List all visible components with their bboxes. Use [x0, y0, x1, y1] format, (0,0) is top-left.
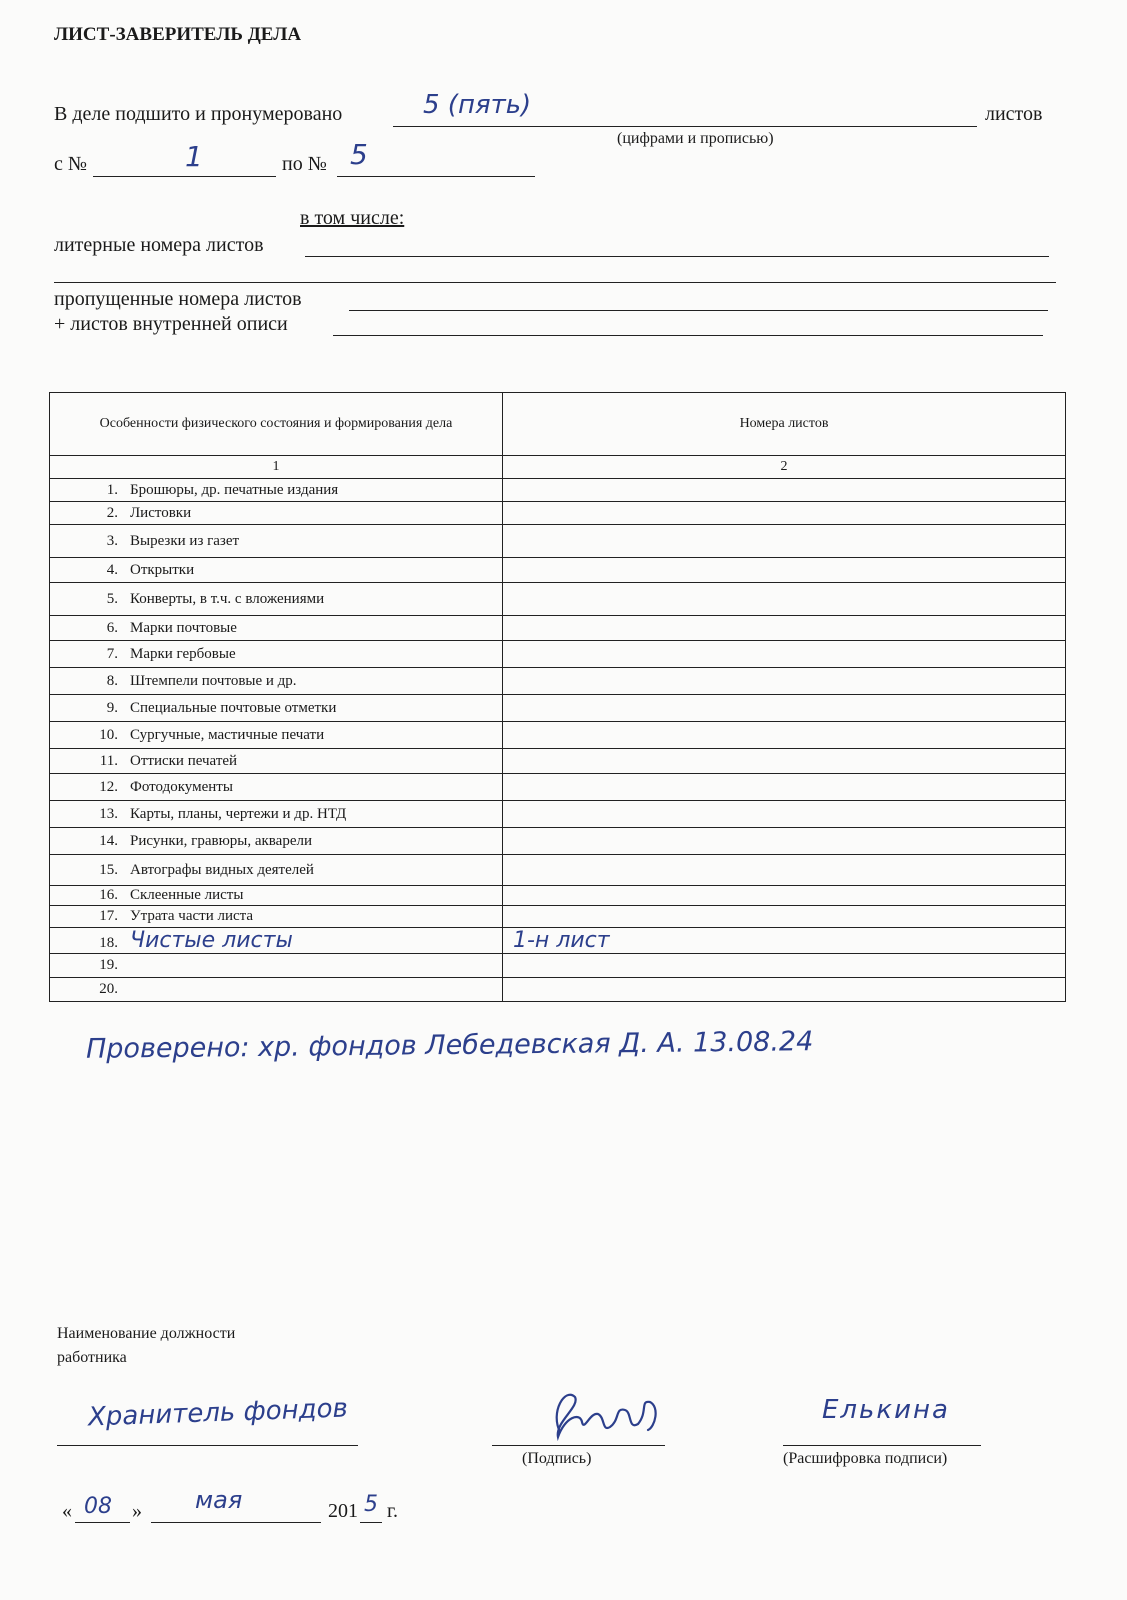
- to-number-label: по №: [282, 153, 327, 175]
- row-label: Оттиски печатей: [130, 752, 238, 769]
- row-label: Автографы видных деятелей: [130, 861, 314, 878]
- table-cell-sheet-numbers[interactable]: [503, 801, 1066, 828]
- table-cell-feature: [50, 801, 503, 828]
- row-label: Марки почтовые: [130, 619, 237, 636]
- table-row: [50, 525, 1066, 558]
- table-cell-feature: [50, 668, 503, 695]
- date-year-digit[interactable]: 5: [364, 1492, 378, 1517]
- row-label: Вырезки из газет: [130, 532, 240, 549]
- table-row: [50, 801, 1066, 828]
- row-label: Марки гербовые: [130, 645, 236, 662]
- date-year-suffix: г.: [387, 1500, 398, 1522]
- table-cell-feature: [50, 886, 503, 906]
- row-label: Листовки: [130, 504, 192, 521]
- table-cell-feature: [50, 616, 503, 641]
- row-number: 13.: [99, 805, 118, 822]
- table-cell-sheet-numbers[interactable]: [503, 583, 1066, 616]
- table-row: [50, 616, 1066, 641]
- table-cell-sheet-numbers[interactable]: [503, 886, 1066, 906]
- sheets-count-hint: (цифрами и прописью): [617, 130, 774, 147]
- from-number-line: [93, 176, 276, 177]
- inner-inventory-line: [333, 335, 1043, 336]
- table-row: [50, 928, 1066, 954]
- table-cell-feature: [50, 558, 503, 583]
- row-number: 14.: [99, 832, 118, 849]
- row-number: 10.: [99, 726, 118, 743]
- date-year-prefix: 201: [328, 1500, 358, 1522]
- table-cell-sheet-numbers[interactable]: [503, 954, 1066, 978]
- table-row: [50, 502, 1066, 525]
- table-cell-sheet-numbers[interactable]: [503, 668, 1066, 695]
- sheets-count-line: [393, 126, 977, 127]
- row-label: Фотодокументы: [130, 778, 233, 795]
- row-label: Утрата части листа: [130, 908, 254, 924]
- blank-line: [54, 282, 1056, 283]
- row-number: 15.: [99, 861, 118, 878]
- row-number: 17.: [99, 908, 118, 924]
- table-row: [50, 978, 1066, 1002]
- document-title: ЛИСТ-ЗАВЕРИТЕЛЬ ДЕЛА: [54, 24, 302, 45]
- table-row: [50, 886, 1066, 906]
- table-cell-feature: [50, 525, 503, 558]
- check-note: Проверено: хр. фондов Лебедевская Д. А. 13.08.24: [85, 1026, 814, 1065]
- table-cell-sheet-numbers[interactable]: [503, 502, 1066, 525]
- table-row: [50, 722, 1066, 749]
- row-label: Чистые листы: [130, 928, 293, 953]
- table-cell-feature: [50, 855, 503, 886]
- table-cell-feature: [50, 749, 503, 774]
- row-number: 8.: [106, 672, 118, 689]
- table-cell-sheet-numbers[interactable]: [503, 749, 1066, 774]
- table-header-row: [50, 393, 1066, 456]
- table-cell-sheet-numbers[interactable]: [503, 774, 1066, 801]
- decoding-value[interactable]: Елькина: [822, 1395, 950, 1425]
- table-cell-feature: [50, 722, 503, 749]
- table-cell-feature: [50, 583, 503, 616]
- row-number: 3.: [106, 532, 118, 549]
- table-header-features: [50, 393, 503, 456]
- liter-numbers-line: [305, 256, 1049, 257]
- table-cell-feature: [50, 978, 503, 1002]
- row-label: Конверты, в т.ч. с вложениями: [130, 590, 325, 607]
- date-day-line: [75, 1522, 130, 1523]
- signature-mark: [520, 1382, 680, 1452]
- inner-inventory-label: + листов внутренней описи: [54, 313, 288, 335]
- table-cell-sheet-numbers[interactable]: [503, 525, 1066, 558]
- sheets-count-label: В деле подшито и пронумеровано: [54, 103, 343, 125]
- signature-line: [492, 1445, 665, 1446]
- decoding-label: (Расшифровка подписи): [783, 1450, 948, 1467]
- row-label: Брошюры, др. печатные издания: [130, 481, 339, 498]
- table-row: [50, 954, 1066, 978]
- position-label-line1: Наименование должности: [57, 1325, 236, 1342]
- row-number: 2.: [106, 504, 118, 521]
- date-day[interactable]: 08: [84, 1494, 112, 1519]
- table-cell-sheet-numbers[interactable]: [503, 695, 1066, 722]
- table-cell-sheet-numbers[interactable]: [503, 906, 1066, 928]
- decoding-line: [783, 1445, 981, 1446]
- table-cell-sheet-numbers[interactable]: [503, 616, 1066, 641]
- liter-numbers-label: литерные номера листов: [54, 234, 264, 256]
- table-cell-sheet-numbers[interactable]: [503, 722, 1066, 749]
- table-row: [50, 828, 1066, 855]
- date-month-line: [151, 1522, 321, 1523]
- row-number: 6.: [106, 619, 118, 636]
- row-number: 18.: [99, 935, 118, 951]
- row-label: Карты, планы, чертежи и др. НТД: [130, 805, 347, 822]
- table-row: [50, 479, 1066, 502]
- to-number-value[interactable]: 5: [350, 138, 368, 171]
- table-cell-sheet-numbers[interactable]: [503, 855, 1066, 886]
- row-number: 4.: [106, 561, 118, 578]
- from-number-label: с №: [54, 153, 87, 175]
- table-cell-sheet-numbers[interactable]: 1-н лист: [503, 928, 1066, 954]
- date-close-quote: »: [132, 1500, 142, 1522]
- table-row: [50, 558, 1066, 583]
- table-col2-number: 2: [503, 456, 1066, 479]
- to-number-line: [337, 176, 535, 177]
- table-cell-sheet-numbers[interactable]: [503, 479, 1066, 502]
- table-cell-feature: [50, 502, 503, 525]
- table-cell-feature: [50, 695, 503, 722]
- position-label-line2: работника: [57, 1349, 127, 1366]
- date-open-quote: «: [62, 1500, 72, 1522]
- table-cell-feature: [50, 954, 503, 978]
- sheets-count-suffix: листов: [985, 103, 1043, 125]
- row-number: 11.: [99, 752, 118, 769]
- row-number: 19.: [99, 957, 118, 973]
- table-cell-feature: [50, 828, 503, 855]
- row-label: Склеенные листы: [130, 887, 244, 903]
- missing-numbers-line: [349, 310, 1048, 311]
- table-cell-feature: [50, 928, 503, 954]
- row-number: 16.: [99, 887, 118, 903]
- row-number: 5.: [106, 590, 118, 607]
- table-row: [50, 583, 1066, 616]
- table-row: [50, 906, 1066, 928]
- table-cell-sheet-numbers[interactable]: [503, 978, 1066, 1002]
- sheets-count-handwritten[interactable]: 5 (пять): [423, 90, 532, 120]
- table-cell-feature: [50, 641, 503, 668]
- row-number: 12.: [99, 778, 118, 795]
- row-label: Сургучные, мастичные печати: [130, 726, 325, 743]
- position-line: [57, 1445, 358, 1446]
- table-cell-feature: [50, 774, 503, 801]
- row-number: 9.: [106, 699, 118, 716]
- including-label: в том числе:: [300, 207, 405, 229]
- table-cell-feature: [50, 479, 503, 502]
- table-cell-sheet-numbers[interactable]: [503, 828, 1066, 855]
- table-row: [50, 695, 1066, 722]
- table-row: [50, 855, 1066, 886]
- from-number-value[interactable]: 1: [185, 140, 203, 173]
- table-col1-number: 1: [50, 456, 503, 479]
- table-row: [50, 749, 1066, 774]
- features-table: [49, 392, 1066, 1002]
- row-number: 1.: [106, 481, 118, 498]
- table-row: [50, 774, 1066, 801]
- table-row: [50, 641, 1066, 668]
- row-number: 7.: [106, 645, 118, 662]
- missing-numbers-label: пропущенные номера листов: [54, 288, 302, 310]
- table-column-numbers-row: [50, 456, 1066, 479]
- table-cell-feature: [50, 906, 503, 928]
- date-month[interactable]: мая: [195, 1486, 243, 1514]
- position-value[interactable]: Хранитель фондов: [87, 1393, 349, 1433]
- table-cell-sheet-numbers[interactable]: [503, 641, 1066, 668]
- table-header-sheet-numbers: Номера листов: [503, 393, 1066, 456]
- row-label: Открытки: [130, 561, 195, 578]
- signature-label: (Подпись): [522, 1450, 592, 1467]
- row-label: Специальные почтовые отметки: [130, 699, 337, 716]
- row-label: Рисунки, гравюры, акварели: [130, 832, 313, 849]
- table-row: [50, 668, 1066, 695]
- date-year-line: [360, 1522, 382, 1523]
- table-header-features-text: Особенности физического состояния и формирования дела: [99, 416, 453, 431]
- table-cell-sheet-numbers[interactable]: [503, 558, 1066, 583]
- row-label: Штемпели почтовые и др.: [130, 672, 297, 689]
- row-number: 20.: [99, 981, 118, 997]
